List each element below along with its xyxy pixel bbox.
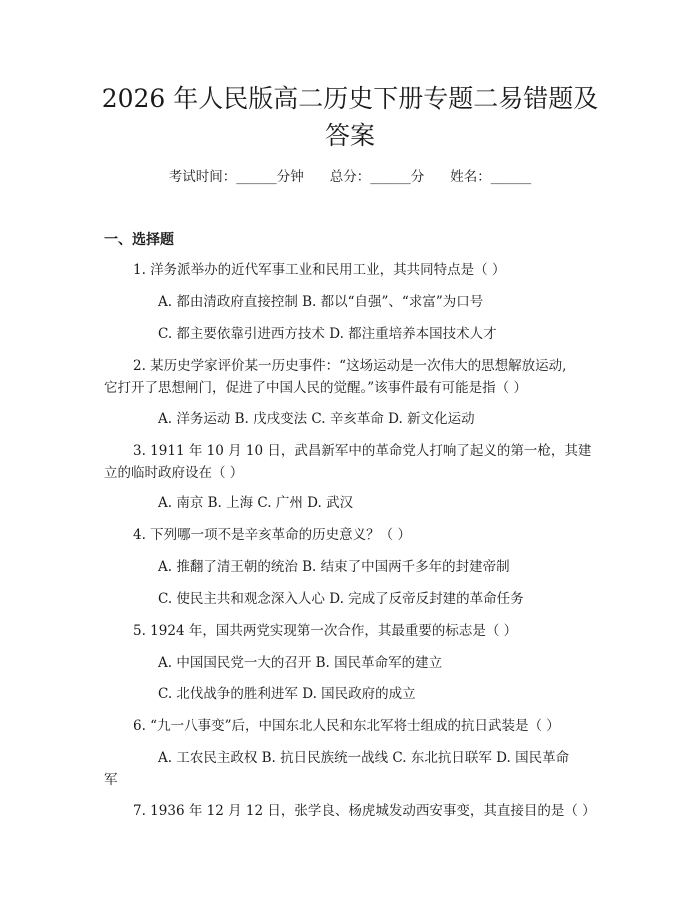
question-6-stem: 6. “九一八事变”后，中国东北人民和东北军将士组成的抗日武装是（ ） <box>133 718 560 734</box>
question-5-options-ab: A. 中国国民党一大的召开 B. 国民革命军的建立 <box>158 655 443 671</box>
exam-meta <box>0 168 700 186</box>
question-2-options: A. 洋务运动 B. 戊戌变法 C. 辛亥革命 D. 新文化运动 <box>158 411 475 427</box>
question-3-stem: 3. 1911 年 10 月 10 日，武昌新军中的革命党人打响了起义的第一枪，其建 <box>133 443 592 459</box>
question-3-options: A. 南京 B. 上海 C. 广州 D. 武汉 <box>158 495 354 511</box>
question-2-stem: 2. 某历史学家评价某一历史事件：“这场运动是一次伟大的思想解放运动, <box>133 358 567 374</box>
exam-time: 考试时间：______分钟 <box>168 169 304 185</box>
question-4-options-ab: A. 推翻了清王朝的统治 B. 结束了中国两千多年的封建帝制 <box>158 559 510 575</box>
question-2-stem-cont: 它打开了思想闸门，促进了中国人民的觉醒。”该事件最有可能是指（ ） <box>104 380 527 396</box>
question-6-options-wrap: 军 <box>104 772 118 788</box>
exam-score: 总分：______分 <box>329 169 425 185</box>
document-title <box>70 80 630 154</box>
question-1-options-ab: A. 都由清政府直接控制 B. 都以“自强”、“求富”为口号 <box>158 294 484 310</box>
question-7-stem: 7. 1936 年 12 月 12 日，张学良、杨虎城发动西安事变，其直接目的是（ ） <box>133 803 596 819</box>
section-title: 一、选择题 <box>104 232 174 248</box>
question-5-stem: 5. 1924 年，国共两党实现第一次合作，其最重要的标志是（ ） <box>133 623 518 639</box>
question-1-stem: 1. 洋务派举办的近代军事工业和民用工业，其共同特点是（ ） <box>133 262 506 278</box>
question-5-options-cd: C. 北伐战争的胜利进军 D. 国民政府的成立 <box>158 686 416 702</box>
question-1-options-cd: C. 都主要依靠引进西方技术 D. 都注重培养本国技术人才 <box>158 326 497 342</box>
question-3-stem-cont: 立的临时政府设在（ ） <box>104 465 244 481</box>
question-6-options: A. 工农民主政权 B. 抗日民族统一战线 C. 东北抗日联军 D. 国民革命 <box>158 750 570 766</box>
question-4-stem: 4. 下列哪一项不是辛亥革命的历史意义？（ ） <box>133 527 411 543</box>
title-line-2: 答案 <box>324 121 375 150</box>
exam-name: 姓名：______ <box>450 169 532 185</box>
question-4-options-cd: C. 使民主共和观念深入人心 D. 完成了反帝反封建的革命任务 <box>158 591 524 607</box>
title-line-1: 2026 年人民版高二历史下册专题二易错题及 <box>101 84 599 113</box>
